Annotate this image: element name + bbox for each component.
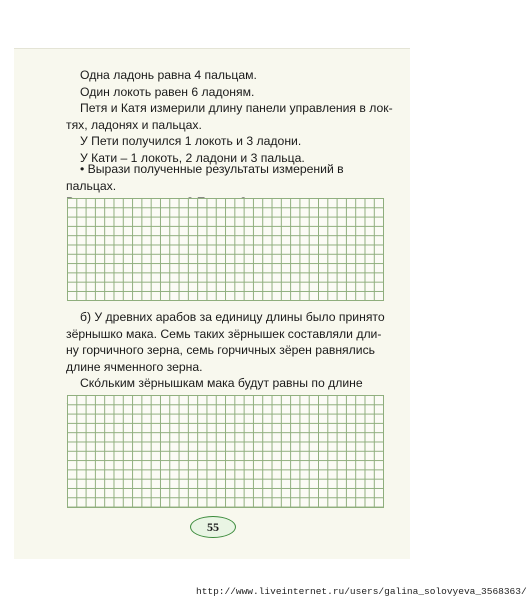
task2-line: зёрнышко мака. Семь таких зёрнышек составляли дли- (66, 326, 382, 341)
task2-text (66, 309, 396, 409)
intro-line: У Кати – 1 локоть, 2 ладони и 3 пальца. (80, 150, 305, 165)
intro-line: Петя и Катя измерили длину панели управления в лок- (80, 101, 393, 116)
answer-grid-1[interactable] (67, 198, 384, 301)
task2-line: длине ячменного зерна. (66, 359, 203, 374)
workbook-page (14, 48, 410, 559)
intro-line: У Пети получился 1 локоть и 3 ладони. (80, 134, 302, 149)
task2-line: ну горчичного зерна, семь горчичных зёрен равнялись (66, 343, 376, 358)
task2-line: б) У древних арабов за единицу длины было принято (80, 310, 385, 324)
intro-line: тях, ладонях и пальцах. (66, 117, 202, 132)
task1-line: • Вырази полученные результаты измерений в пальцах. (66, 162, 344, 193)
task2-line: Ско́льким зёрнышкам мака будут равны по длине (80, 376, 363, 391)
page-number: 55 (207, 519, 219, 534)
page-number-badge (190, 516, 236, 538)
intro-text (66, 67, 396, 167)
watermark-url: http://www.liveinternet.ru/users/galina_solovyeva_3568363/ (196, 586, 527, 597)
intro-line: Одна ладонь равна 4 пальцам. (80, 68, 257, 82)
answer-grid-2[interactable] (67, 395, 384, 508)
intro-line: Один локоть равен 6 ладоням. (80, 84, 255, 99)
